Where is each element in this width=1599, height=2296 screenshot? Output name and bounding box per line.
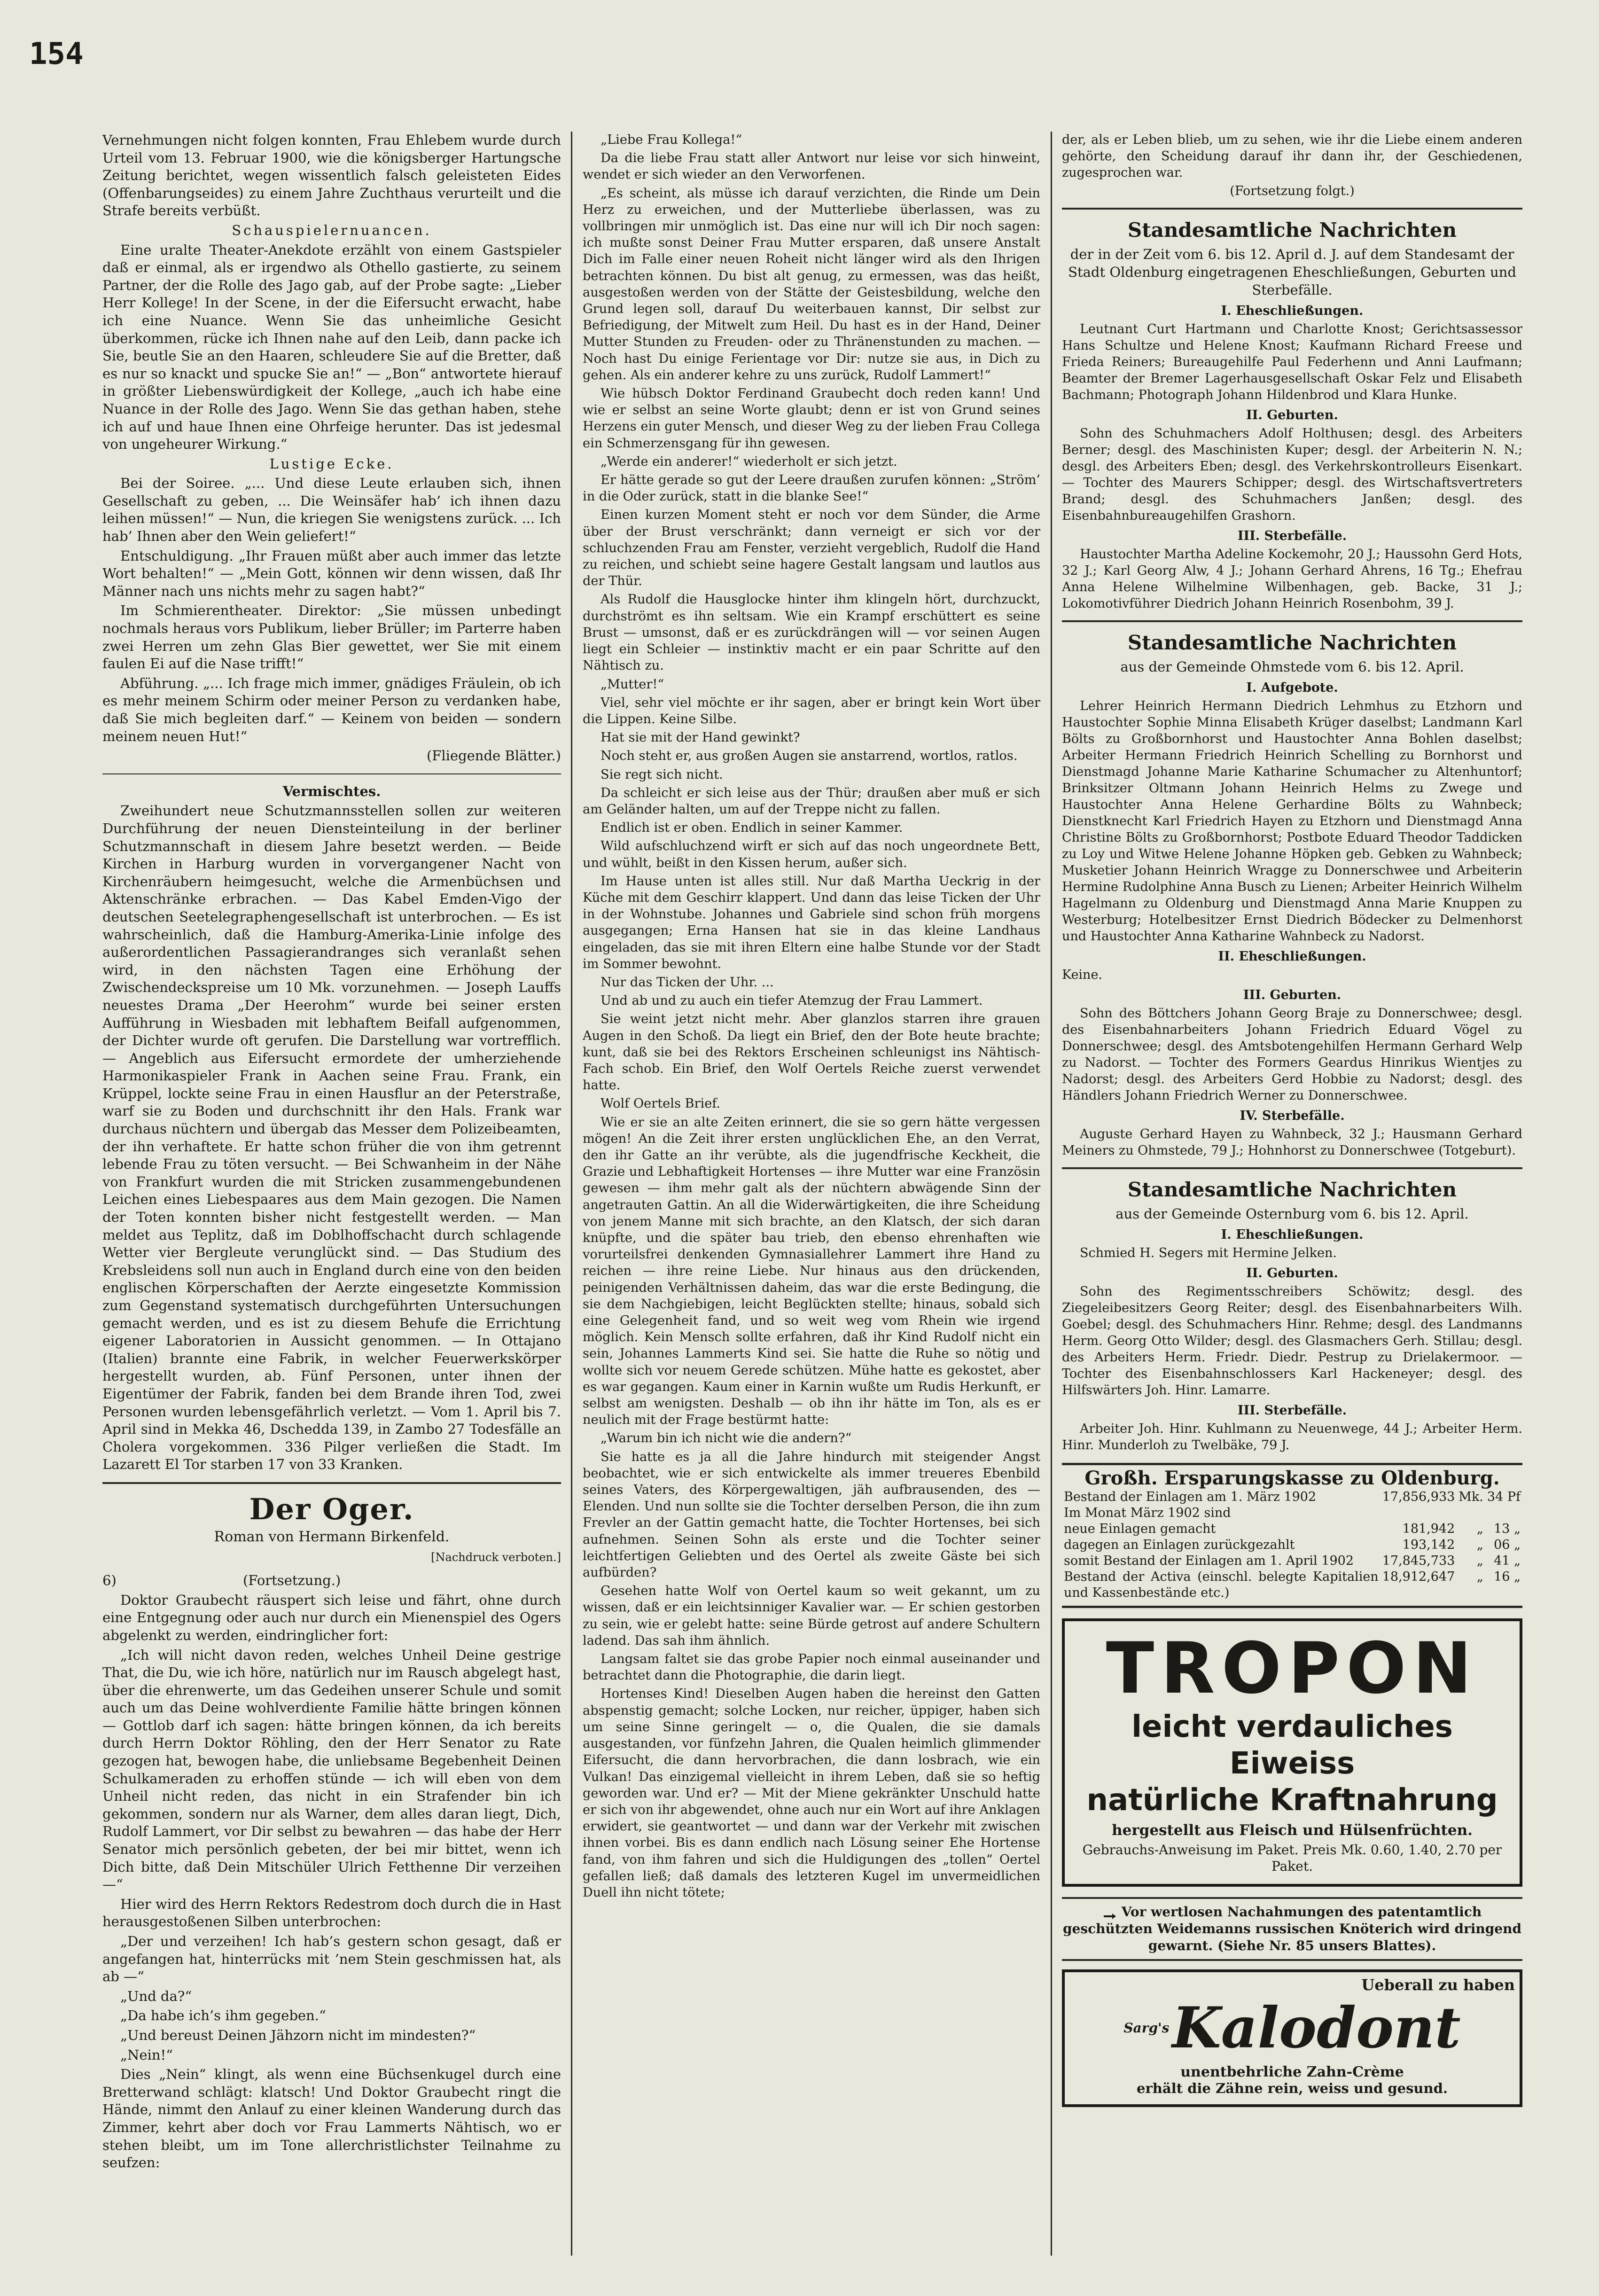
registry-heading: III. Geburten. bbox=[1243, 988, 1342, 1002]
joke-2: Entschuldigung. „Ihr Frauen müßt aber auch immer das letzte Wort behalten!“ — „Mein Gott, können wir denn wissen, daß Ihr Männer nach uns nichts mehr zu sagen habt?“ bbox=[102, 547, 561, 599]
registry-heading: III. Sterbefälle. bbox=[1237, 529, 1347, 543]
registry-subtitle: der in der Zeit vom 6. bis 12. April d. J. auf dem Standesamt der Stadt Oldenburg eingetragenen Eheschließungen, Geburten und Sterbefälle. bbox=[1068, 246, 1516, 298]
novel-paragraph: „Warum bin ich nicht wie die andern?“ bbox=[601, 1431, 852, 1446]
novel-paragraph: „Ich will nicht davon reden, welches Unheil Deine gestrige That, die Du, wie ich höre, natürlich nur im Rausch abgelegt hast, über die ehrenwerte, um das Gedeihen unserer Schule und somit auch um das Deine wohlverdiente Familie hätte bringen können — Gottlob darf ich sagen: hätte bringen können, da ich bereits durch Herrn Doktor Röhling, den der Herr Senator zu Rate gezogen hat, bewogen habe, die unliebsame Begebenheit Deinen Schulkameraden zu erhoffen stünde — ich will eben von dem Unheil nicht reden, das nicht in ein Strafender bin ich gekommen, sondern nur als Warner, dem alles daran liegt, Dich, Rudolf Lammert, vor Dir selbst zu bewahren — das habe der Herr Senator mich persönlich gebeten, der bei mir bittet, wenn ich Dich bitte, daß Dein Mitschüler Ulrich Fetthenne Dir verzeihen —“ bbox=[102, 1647, 561, 1893]
savings-pf bbox=[1485, 1505, 1522, 1521]
kalodont-logo bbox=[1069, 1995, 1515, 2061]
registry-subtitle: aus der Gemeinde Osternburg vom 6. bis 12. April. bbox=[1115, 1206, 1469, 1222]
joke-source: (Fliegende Blätter.) bbox=[426, 748, 561, 764]
savings-label: dagegen an Einlagen zurückgezahlt bbox=[1064, 1538, 1295, 1552]
tropon-tagline-1: leicht verdauliches Eiweiss bbox=[1131, 1710, 1453, 1781]
savings-amount: 18,912,647 bbox=[1382, 1570, 1455, 1584]
registry-heading: I. Eheschließungen. bbox=[1221, 304, 1364, 318]
savings-row bbox=[1062, 1521, 1522, 1537]
savings-label: Bestand der Einlagen am 1. März 1902 bbox=[1064, 1490, 1317, 1504]
novel-continuation: (Fortsetzung.) bbox=[242, 1572, 341, 1589]
savings-pf: 34 Pf bbox=[1487, 1490, 1521, 1504]
article-schauspieler: Eine uralte Theater-Anekdote erzählt von einem Gastspieler daß er einmal, als er irgendwo als Othello gastierte, zu seinem Partner, der die Rolle des Jago gab, auf der Probe sagte: „Lieber Herr Kollege! In der Scene, in der die Eifersucht erwacht, habe ich eine Nuance. Wenn Sie das unheimliche Gesicht überkommen, rücke ich Ihnen nahe auf den Leib, dann packe ich Sie, beutle Sie an den Haaren, schleudere Sie auf die Bretter, daß es nur so knackt und spucke Sie an!“ — „Bon“ antwortete hierauf in größter Liebenswürdigkeit der Kollege, „auch ich habe eine Nuance in der Rolle des Jago. Wenn Sie das gethan haben, stehe ich auf und haue Ihnen eine Ohrfeige herunter. Das ist jedesmal von ungeheurer Wirkung.“ bbox=[102, 242, 561, 453]
novel-paragraph: Gesehen hatte Wolf von Oertel kaum so weit gekannt, um zu wissen, daß er ein leichtsinniger Kavalier war. — Er schien gestorben zu sein, wie er gelebt hatte: seine Bürde getrost auf andere Schultern ladend. Das sah ihm ähnlich. bbox=[583, 1584, 1040, 1648]
novel-paragraph: Da schleicht er sich leise aus der Thür; draußen aber muß er sich am Geländer halten, um auf der Treppe nicht zu fallen. bbox=[583, 785, 1040, 817]
novel-paragraph: „Und da?“ bbox=[120, 1988, 192, 2004]
novel-paragraph: „Liebe Frau Kollega!“ bbox=[601, 133, 742, 147]
column-2 bbox=[583, 132, 1040, 1903]
article-intro: Vernehmungen nicht folgen konnten, Frau Ehlebem wurde durch Urteil vom 13. Februar 1900, wie die königsberger Hartungsche Zeitung berichtet, wegen wissentlich falsch geleisteten Eides (Offenbarungseides) zu einem Jahre Zuchthaus verurteilt und die Strafe bereits verbüßt. bbox=[102, 132, 561, 219]
novel-copyright: [Nachdruck verboten.] bbox=[431, 1550, 561, 1564]
registry-entries: Sohn des Schuhmachers Adolf Holthusen; desgl. des Arbeiters Berner; desgl. des Maschinisten Kuper; desgl. der Arbeiterin N. N.; desgl. des Arbeiters Eben; desgl. des Verkehrskontrolleurs Eisenkart. — Tochter des Maurers Schipper; desgl. des Wirtschaftsvertreters Brand; desgl. des Schuhmachers Janßen; desgl. des Eisenbahnbureaugehilfen Grashorn. bbox=[1062, 426, 1522, 523]
novel-paragraph: Viel, sehr viel möchte er ihr sagen, aber er bringt kein Wort über die Lippen. Keine Silbe. bbox=[583, 695, 1040, 726]
registry-heading: II. Geburten. bbox=[1246, 1266, 1338, 1281]
savings-unit: „ bbox=[1476, 1538, 1483, 1552]
savings-unit: Mk. bbox=[1459, 1490, 1483, 1504]
registry-entries: Lehrer Heinrich Hermann Diedrich Lehmhus zu Etzhorn und Haustochter Sophie Minna Elisabeth Krüger daselbst; Landmann Karl Bölts zu Großbornhorst und Haustochter Anna Bohlen daselbst; Arbeiter Hermann Friedrich Heinrich Schelling zu Bornhorst und Dienstmagd Johanne Marie Katharine Schumacher zu Altenhuntorf; Brinksitzer Oltmann Johann Heinrich Helms zu Zwege und Haustochter Anna Helene Gerhardine Bölts zu Wahnbeck; Dienstknecht Karl Friedrich Hayen zu Etzhorn und Dienstmagd Anna Christine Bölts zu Großbornhorst; Postbote Eduard Theodor Taddicken zu Loy und Witwe Helene Johanne Höpken geb. Gebken zu Wahnbeck; Musketier Johann Heinrich Wragge zu Donnerschwee und Arbeiterin Hermine Rudolphine Anna Busch zu Lienen; Arbeiter Heinrich Wilhelm Hagelmann zu Oldenburg und Dienstmagd Anna Marie Knuppen zu Westerburg; Hotelbesitzer Ernst Diedrich Bödecker zu Delmenhorst und Haustochter Anna Katharine Wahnbeck zu Nadorst. bbox=[1062, 699, 1522, 944]
novel-paragraph: Wie er sie an alte Zeiten erinnert, die sie so gern hätte vergessen mögen! An die Zeit ihrer ersten unglücklichen Ehe, an den Verrat, den ihr Gatte an ihr verübte, als die jugendfrische Keckheit, die Grazie und Lebhaftigkeit Hortenses — ihre Mutter war eine Französin gewesen — ihm mehr galt als der nüchtern abwägende Sinn der angetrauten Gattin. An all die Widerwärtigkeiten, die ihre Scheidung von jenem Manne mit sich brachte, an den Klatsch, der sich daran knüpfte, und die später bau trieb, den ebenso ehrenhaften wie vorurteilsfrei denkenden Gymnasiallehrer Lammert ihre Hand zu reichen — ihre reine Liebe. Nur hinaus aus den drückenden, peinigenden Verhältnissen daheim, das war die erste Bedingung, die sie dem Nachgiebigen, leicht Beglückten stellte; hinaus, sobald sich eine Gelegenheit fand, und so weit weg vom Rhein wie irgend möglich. Kein Mensch sollte erfahren, daß ihr Kind Rudolf nicht ein sein, Johannes Lammerts Kind sei. Sie hatte die Ruhe so nötig und wollte sich vor neuem Gerede schützen. Mühe hatte es gekostet, aber es war gegangen. Kaum einer in Karnin wußte um Rudis Herkunft, er selbst am wenigsten. Deshalb — ob ihn ihr hätte im Ton, als es er neulich mit der Frage bestürmt hatte: bbox=[583, 1115, 1040, 1428]
kalodont-availability: Ueberall zu haben bbox=[1361, 1976, 1515, 1994]
savings-row bbox=[1062, 1569, 1522, 1601]
tropon-advertisement bbox=[1062, 1618, 1522, 1887]
savings-unit bbox=[1457, 1505, 1485, 1521]
savings-pf: 16 „ bbox=[1494, 1570, 1521, 1584]
divider bbox=[1062, 208, 1522, 210]
novel-paragraph: Sie weint jetzt nicht mehr. Aber glanzlos starren ihre grauen Augen in den Schoß. Da liegt ein Brief, den der Bote heute brachte; kunt, daß sie bei des Rektors Erscheinen schleunigst ins Nähtisch-Fach schob. Ein Brief, den Wolf Oertels Reiche zuerst verwendet hatte. bbox=[583, 1012, 1040, 1093]
savings-row bbox=[1062, 1553, 1522, 1569]
novel-continuation-note: (Fortsetzung folgt.) bbox=[1230, 184, 1355, 198]
savings-pf: 06 „ bbox=[1494, 1538, 1521, 1552]
joke-1: Bei der Soiree. „... Und diese Leute erlauben sich, ihnen Gesellschaft zu geben, ... Die Weinsäfer hab’ ich ihnen dazu leihen müssen!“ — Nun, die kriegen Sie wenigstens zurück. ... Ich hab’ Ihnen aber den Wein geliefert!“ bbox=[102, 475, 561, 545]
novel-paragraph: Hier wird des Herrn Rektors Redestrom doch durch die in Hast herausgestoßenen Silben unterbrochen: bbox=[102, 1896, 561, 1930]
registry-entries: Leutnant Curt Hartmann und Charlotte Knost; Gerichtsassessor Hans Schultze und Helene Knost; Kaufmann Richard Freese und Frieda Reiners; Bureaugehilfe Paul Federhenn und Anni Laufmann; Beamter der Bremer Lagerhausgesellschaft Oskar Felz und Elisabeth Bachmann; Photograph Johann Hildenbrod und Klara Hunke. bbox=[1062, 322, 1522, 402]
column-1 bbox=[102, 132, 561, 2174]
novel-paragraph: Doktor Graubecht räuspert sich leise und fährt, ohne durch eine Entgegnung oder auch nur durch ein Mienenspiel des Ogers abgelenkt zu werden, eindringlicher fort: bbox=[102, 1592, 561, 1643]
savings-pf: 13 „ bbox=[1494, 1522, 1521, 1536]
novel-paragraph: „Es scheint, als müsse ich darauf verzichten, die Rinde um Dein Herz zu erweichen, und der Mutterliebe überlassen, was zu vollbringen mir unmöglich ist. Das eine nur will ich Dir noch sagen: ich mußte sonst Deiner Frau Mutter ersparen, daß unsere Anstalt Dich im Falle einer neuen Roheit nicht länger wird als den Ihrigen betrachten können. Du bist alt genug, zu ermessen, was das heißt, ausgestoßen werden von der Stätte der Geistesbildung, welche den Grund legen soll, darauf Du weiterbauen kannst, Dir selbst zur Befriedigung, der Mitwelt zum Heil. Du hast es in der Hand, Deiner Mutter Stunden zu Freuden- oder zu Thränenstunden zu machen. — Noch hast Du einige Ferientage vor Dir: nutze sie aus, in Dich zu gehen. Als ein anderer kehre zu uns zurück, Rudolf Lammert!“ bbox=[583, 186, 1040, 383]
registry-entries: Keine. bbox=[1062, 968, 1103, 982]
registry-entries: Haustochter Martha Adeline Kockemohr, 20 J.; Haussohn Gerd Hots, 32 J.; Karl Georg Alw, 4 J.; Johann Gerhard Ahrens, 16 Tg.; Ehefrau Anna Helene Wilhelmine Wilbenhagen, geb. Backe, 31 J.; Lokomotivführer Diedrich Johann Heinrich Rosenbohm, 39 J. bbox=[1062, 547, 1522, 611]
registry-heading: IV. Sterbefälle. bbox=[1240, 1109, 1345, 1123]
novel-paragraph: Als Rudolf die Hausglocke hinter ihm klingeln hört, durchzuckt, durchströmt es ihn seltsam. Wie ein Krampf erschüttert es seine Brust — umsonst, daß er es zurückdrängen will — vor seinen Augen liegt ein Schleier — instinktiv macht er ein paar Schritte auf den Nähtisch zu. bbox=[583, 592, 1040, 673]
novel-paragraph: Wie hübsch Doktor Ferdinand Graubecht doch reden kann! Und wie er selbst an seine Worte glaubt; denn er ist von Grund seines Herzens ein guter Mensch, und dieser Weg zu der lieben Frau Collega ein Schmerzensgang für ihn gewesen. bbox=[583, 386, 1040, 451]
page-number: 154 bbox=[29, 37, 84, 71]
registry-title: Standesamtliche Nachrichten bbox=[1127, 631, 1457, 654]
novel-paragraph: Wild aufschluchzend wirft er sich auf das noch ungeordnete Bett, und wühlt, beißt in den Kissen herum, außer sich. bbox=[583, 839, 1040, 870]
savings-bank-table bbox=[1062, 1489, 1522, 1601]
civil-registry-osternburg bbox=[1062, 1178, 1522, 1453]
novel-paragraph: Hortenses Kind! Dieselben Augen haben die hereinst den Gatten abspenstig gemacht; solche Locken, nur reicher, üppiger, haben sich um seine Sinne geringelt — o, die Qualen, die sie damals ausgestanden, vor fünfzehn Jahren, die Qualen heimlich glimmender Eifersucht, die dann hervorbrachen, die dann losbrach, wie ein Vulkan! Das einzigemal vielleicht in ihrem Leben, daß sie so heftig geworden war. Und er? — Mit der Miene gekränkter Unschuld hatte er sich von ihr abgewendet, ohne auch nur ein Wort auf ihre Anklagen erwidert, sie geantwortet — und dann war der Verkehr mit zwischen ihnen vorbei. Bis es dann endlich nach Lösung seiner Ehe Hortense fand, von ihm fahren und sich die Huldigungen des „tollen“ Oertel gefallen ließ; daß damals des letzteren Kugel im unvermeidlichen Duell ihn nicht tötete; bbox=[583, 1687, 1040, 1900]
joke-4: Abführung. „... Ich frage mich immer, gnädiges Fräulein, ob ich es mehr meinem Schirm oder meiner Person zu verdanken habe, daß Sie mich begleiten darf.“ — Keinem von beiden — sondern meinem neuen Hut!“ bbox=[102, 675, 561, 744]
registry-entries: Auguste Gerhard Hayen zu Wahnbeck, 32 J.; Hausmann Gerhard Meiners zu Ohmstede, 79 J.; Hohnhorst zu Donnerschwee (Totgeburt). bbox=[1062, 1127, 1522, 1158]
divider bbox=[1062, 1167, 1522, 1169]
divider bbox=[1062, 620, 1522, 622]
divider bbox=[102, 1482, 561, 1484]
joke-3: Im Schmierentheater. Direktor: „Sie müssen unbedingt nochmals heraus vors Publikum, lieber Brüller; im Parterre haben zwei Herren um zehn Glas Bier gewettet, wer Sie mit einem faulen Ei auf die Nase trifft!“ bbox=[102, 602, 561, 672]
savings-bank-notice bbox=[1062, 1463, 1522, 1608]
novel-paragraph: Einen kurzen Moment steht er noch vor dem Sünder, die Arme über der Brust verschränkt; dann verneigt er sich vor der schluchzenden Frau am Fenster, verzieht vergeblich, Rudolf die Hand zu reichen, und schiebt seine hagere Gestalt langsam und lautlos aus der Thür. bbox=[583, 508, 1040, 589]
novel-paragraph: „Da habe ich’s ihm gegeben.“ bbox=[120, 2007, 326, 2024]
novel-paragraph: „Mutter!“ bbox=[601, 677, 664, 692]
novel-paragraph: Sie hatte es ja all die Jahre hindurch mit steigender Angst beobachtet, wie er sich entwickelte als immer treueres Ebenbild seines Vaters, des Körpergewaltigen, jäh aufbrausenden, des — Elenden. Und nun sollte sie die Tochter derselben Person, die ihn zum Frevler an der Gattin gemacht hatte, die Tochter Hortenses, bei sich aufnehmen. Seinen Sohn als erste und die Tochter seiner leichtfertigen Geliebten und des Oertel als zweite Gäste bei sich aufbürden? bbox=[583, 1449, 1040, 1580]
kalodont-tagline-2: erhält die Zähne rein, weiss und gesund. bbox=[1137, 2080, 1448, 2096]
savings-amount bbox=[1381, 1505, 1457, 1521]
tropon-tagline-3: hergestellt aus Fleisch und Hülsenfrüchten. bbox=[1112, 1822, 1473, 1839]
savings-unit: „ bbox=[1476, 1570, 1483, 1584]
section-title-vermischtes: Vermischtes. bbox=[282, 783, 381, 799]
imitation-warning bbox=[1062, 1897, 1522, 1961]
registry-entries: Sohn des Böttchers Johann Georg Braje zu Donnerschwee; desgl. des Eisenbahnarbeiters Johann Friedrich Eduard Vögel zu Donnerschwee; desgl. des Amtsbotengehilfen Hermann Gerhard Welp zu Nadorst. — Tochter des Formers Geardus Hinrikus Wientjes zu Nadorst; desgl. des Arbeiters Gerd Hobbie zu Nadorst; desgl. des Händlers Johann Friedrich Werner zu Donnerschwee. bbox=[1062, 1006, 1522, 1103]
savings-amount: 181,942 bbox=[1402, 1522, 1455, 1536]
novel-paragraph: Sie regt sich nicht. bbox=[601, 767, 723, 782]
novel-episode bbox=[102, 1572, 561, 1590]
novel-paragraph: Langsam faltet sie das grobe Papier noch einmal auseinander und betrachtet dann die Photographie, die darin liegt. bbox=[583, 1652, 1040, 1683]
novel-paragraph: Nur das Ticken der Uhr. ... bbox=[601, 975, 774, 990]
savings-row bbox=[1062, 1505, 1522, 1521]
novel-paragraph: Noch steht er, aus großen Augen sie anstarrend, wortlos, ratlos. bbox=[601, 749, 1018, 764]
novel-episode-number: 6) bbox=[102, 1572, 117, 1589]
novel-paragraph: „Nein!“ bbox=[120, 2046, 173, 2063]
tropon-tagline-2: natürliche Kraftnahrung bbox=[1086, 1783, 1498, 1818]
kalodont-advertisement bbox=[1062, 1969, 1522, 2107]
novel-paragraph: Er hätte gerade so gut der Leere draußen zurufen können: „Ström’ in die Oder zurück, statt in die blanke See!“ bbox=[583, 473, 1040, 504]
novel-paragraph: Und ab und zu auch ein tiefer Atemzug der Frau Lammert. bbox=[601, 993, 983, 1008]
registry-heading: III. Sterbefälle. bbox=[1237, 1403, 1347, 1418]
column-3 bbox=[1062, 132, 1522, 2116]
registry-heading: I. Aufgebote. bbox=[1246, 680, 1338, 695]
registry-heading: II. Geburten. bbox=[1246, 408, 1338, 422]
novel-paragraph: Im Hause unten ist alles still. Nur daß Martha Ueckrig in der Küche mit dem Geschirr klappert. Und dann das leise Ticken der Uhr in der Wohnstube. Johannes und Gabriele sind schon früh morgens ausgegangen; Erna Hansen hat sie in das kleine Landhaus eingeladen, das sie mit ihren Eltern eine halbe Stunde vor der Stadt im Sommer bewohnt. bbox=[583, 874, 1040, 971]
section-title-lustige: Lustige Ecke. bbox=[269, 455, 394, 472]
novel-paragraph: Endlich ist er oben. Endlich in seiner Kammer. bbox=[601, 820, 903, 836]
divider bbox=[102, 773, 561, 774]
savings-bank-title: Großh. Ersparungskasse zu Oldenburg. bbox=[1084, 1467, 1500, 1489]
tropon-brand: TROPON bbox=[1106, 1628, 1479, 1710]
savings-label: neue Einlagen gemacht bbox=[1064, 1522, 1216, 1536]
savings-row bbox=[1062, 1537, 1522, 1553]
savings-amount: 17,845,733 bbox=[1382, 1554, 1455, 1568]
pointing-hand-icon bbox=[1103, 1908, 1117, 1918]
column-divider bbox=[1051, 132, 1052, 2256]
savings-amount: 193,142 bbox=[1402, 1538, 1455, 1552]
kalodont-tagline-1: unentbehrliche Zahn-Crème bbox=[1180, 2064, 1404, 2080]
novel-paragraph: Dies „Nein“ klingt, als wenn eine Büchsenkugel durch eine Bretterwand schlägt: klatsch! Und Doktor Graubecht ringt die Hände, nimmt den Anlauf zu einer kleinen Wanderung durch das Zimmer, kehrt aber doch vor Frau Lammerts Nähtisch, wo er stehen bleibt, um im Tone allerchristlichster Teilnahme zu seufzen: bbox=[102, 2066, 561, 2171]
registry-heading: I. Eheschließungen. bbox=[1221, 1227, 1364, 1242]
section-title-schauspieler: Schauspielernuancen. bbox=[232, 222, 432, 238]
civil-registry-oldenburg bbox=[1062, 218, 1522, 612]
column-divider bbox=[571, 132, 572, 2256]
registry-title: Standesamtliche Nachrichten bbox=[1127, 1178, 1457, 1201]
novel-paragraph: der, als er Leben blieb, um zu sehen, wie ihr die Liebe einem anderen gehörte, den Scheidung darauf ihr dann ihr, der Geschiedenen, zugesprochen war. bbox=[1062, 133, 1522, 180]
novel-paragraph: Da die liebe Frau statt aller Antwort nur leise vor sich hinweint, wendet er sich wieder an den Verworfenen. bbox=[583, 151, 1040, 182]
novel-paragraph: „Und bereust Deinen Jähzorn nicht im mindesten?“ bbox=[120, 2027, 476, 2043]
kalodont-brand: Kalodont bbox=[1172, 1995, 1461, 2061]
tropon-usage: Gebrauchs-Anweisung im Paket. Preis Mk. 0.60, 1.40, 2.70 per Paket. bbox=[1082, 1842, 1502, 1874]
registry-entries: Schmied H. Segers mit Hermine Jelken. bbox=[1080, 1246, 1337, 1260]
savings-label: somit Bestand der Einlagen am 1. April 1902 bbox=[1064, 1554, 1354, 1568]
savings-pf: 41 „ bbox=[1494, 1554, 1521, 1568]
registry-entries: Sohn des Regimentsschreibers Schöwitz; desgl. des Ziegeleibesitzers Georg Reiter; desgl. des Eisenbahnarbeiters Wilh. Goebel; desgl. des Schuhmachers Hinr. Rehme; desgl. des Landmanns Herm. Georg Otto Wilder; desgl. des Glasmachers Gerh. Stillau; desgl. des Arbeiters Herm. Friedr. Diedr. Pestrup zu Drielakermoor. — Tochter des Eisenbahnschlossers Karl Hackeneyer; desgl. des Hilfswärters Joh. Hinr. Lamarre. bbox=[1062, 1284, 1522, 1398]
novel-paragraph: „Der und verzeihen! Ich hab’s gestern schon gesagt, daß er angefangen hat, hinterrücks mit ’nem Stein geschmissen hat, als ab —“ bbox=[102, 1933, 561, 1985]
article-vermischtes: Zweihundert neue Schutzmannsstellen sollen zur weiteren Durchführung der neuen Diensteinteilung in der berliner Schutzmannschaft in diesem Jahre besetzt werden. — Beide Kirchen in Harburg wurden in vorvergangener Nacht von Kirchenräubern heimgesucht, welche die Armenbüchsen und Aktenschränke erbrachen. — Das Kabel Emden-Vigo der deutschen Seetelegraphengesellschaft ist unterbrochen. — Es ist wahrscheinlich, daß die Hamburg-Amerika-Linie infolge des außerordentlichen Passagierandranges sich veranlaßt sehen wird, in den nächsten Tagen eine Erhöhung der Zwischendeckspreise um 10 Mk. vorzunehmen. — Joseph Lauffs neuestes Drama „Der Heerohm“ wurde bei seiner ersten Aufführung in Wiesbaden mit lebhaftem Beifall aufgenommen, der Dichter wurde oft gerufen. Die Darstellung war vortrefflich. — Angeblich aus Eifersucht ermordete der umherziehende Harmonikaspieler Frank in Aachen seine Frau. Frank, ein Krüppel, lockte seine Frau in einen Hausflur an der Peterstraße, warf sie zu Boden und durchschnitt ihr den Hals. Frank war durchaus nüchtern und übergab das Messer dem Polizeibeamten, der ihn verhaftete. Er hatte schon früher die von ihm getrennt lebende Frau zu töten versucht. — Bei Schwanheim in der Nähe von Frankfurt wurden die mit Stricken zusammengebundenen Leichen eines Liebespaares aus dem Main gezogen. Die Namen der Toten konnten bisher nicht festgestellt werden. — Man meldet aus Teplitz, daß im Doblhoffschacht durch schlagende Wetter vier Bergleute verunglückt sind. — Das Studium des Krebsleidens soll nun auch in England durch eine von den beiden englischen Körperschaften der Aerzte eingesetzte Kommission zum Gegenstand systematisch durchgeführten Untersuchungen gemacht werden, und es ist zu diesem Behufe die Errichtung eigener Laboratorien in Aussicht genommen. — In Ottajano (Italien) brannte eine Fabrik, in welcher Feuerwerkskörper hergestellt wurden, ab. Fünf Personen, unter ihnen der Eigentümer der Fabrik, fanden bei dem Brande ihren Tod, zwei Personen wurden lebensgefährlich verletzt. — Vom 1. April bis 7. April sind in Mekka 46, Dschedda 139, in Zambo 27 Todesfälle an Cholera vorgekommen. 336 Pilger verließen die Stadt. Im Lazarett El Tor starben 17 von 33 Kranken. bbox=[102, 803, 561, 1473]
novel-paragraph: „Werde ein anderer!“ wiederholt er sich jetzt. bbox=[601, 454, 897, 469]
registry-title: Standesamtliche Nachrichten bbox=[1127, 219, 1457, 242]
savings-label: Im Monat März 1902 sind bbox=[1064, 1506, 1231, 1520]
savings-unit: „ bbox=[1476, 1522, 1483, 1536]
registry-subtitle: aus der Gemeinde Ohmstede vom 6. bis 12. April. bbox=[1120, 659, 1464, 675]
novel-paragraph: Hat sie mit der Hand gewinkt? bbox=[601, 730, 800, 745]
savings-amount: 17,856,933 bbox=[1382, 1490, 1455, 1504]
kalodont-prefix: Sarg's bbox=[1123, 2020, 1170, 2036]
savings-label: Bestand der Activa (einschl. belegte Kapitalien und Kassenbestände etc.) bbox=[1064, 1570, 1379, 1600]
imitation-warning-text: Vor wertlosen Nachahmungen des patentamtlich geschützten Weidemanns russischen Knöterich wird dringend gewarnt. (Siehe Nr. 85 unsers Blattes). bbox=[1062, 1904, 1522, 1953]
registry-entries: Arbeiter Joh. Hinr. Kuhlmann zu Neuenwege, 44 J.; Arbeiter Herm. Hinr. Munderloh zu Twelbäke, 79 J. bbox=[1062, 1421, 1522, 1453]
novel-paragraph: Wolf Oertels Brief. bbox=[601, 1096, 721, 1111]
savings-unit: „ bbox=[1476, 1554, 1483, 1568]
savings-row bbox=[1062, 1489, 1522, 1505]
novel-title: Der Oger. bbox=[249, 1492, 414, 1526]
registry-heading: II. Eheschließungen. bbox=[1218, 949, 1366, 964]
novel-author: Roman von Hermann Birkenfeld. bbox=[214, 1528, 450, 1545]
civil-registry-ohmstede bbox=[1062, 631, 1522, 1159]
